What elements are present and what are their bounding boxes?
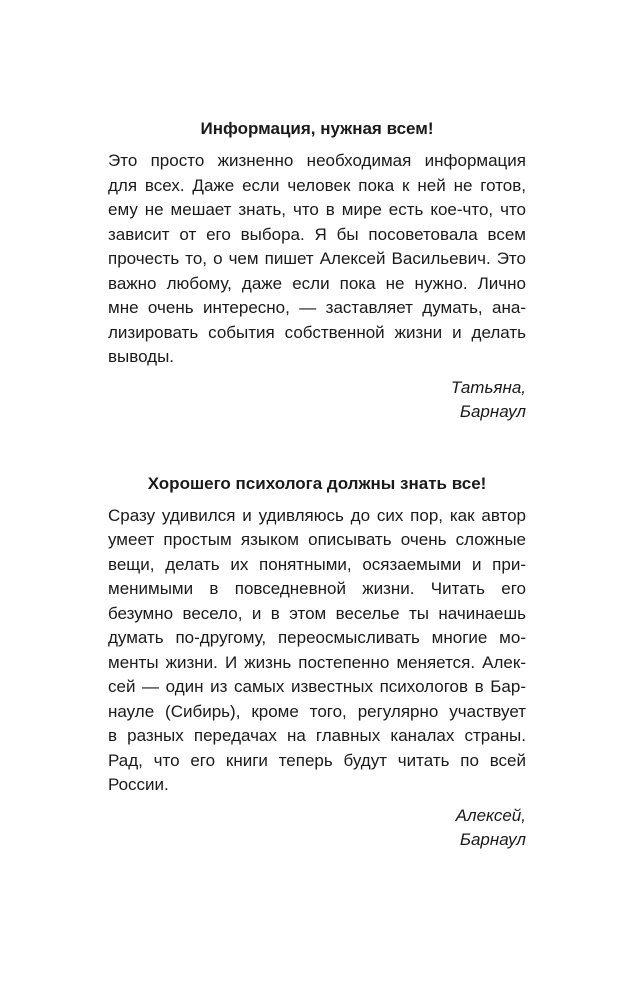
text-line: Рад, что его книги теперь будут читать по всей: [108, 750, 526, 770]
review-text: [108, 149, 526, 370]
text-line: в разных передачах на главных каналах страны.: [108, 726, 526, 745]
text-line: вещи, делать их понятными, осязаемыми и при-: [108, 554, 526, 574]
text-line: Это просто жизненно необходимая информация: [108, 151, 526, 170]
review-signature: [108, 376, 526, 425]
text-line: ему не мешает знать, что в мире есть кое-что, что: [108, 200, 526, 219]
author-city: Барнаул: [459, 402, 526, 421]
author-name: Татьяна,: [450, 377, 526, 397]
text-line: менимыми в повседневной жизни. Читать его: [108, 579, 526, 598]
text-line: сей — один из самых известных психологов в Бар-: [108, 677, 526, 696]
text-line: зависит от его выбора. Я бы посоветовала всем: [108, 224, 526, 244]
book-page: [108, 118, 526, 853]
text-line: выводы.: [108, 347, 175, 366]
text-line: Сразу удивился и удивляюсь до сих пор, как автор: [108, 505, 526, 525]
review-2: [108, 473, 526, 853]
text-line: России.: [108, 775, 169, 794]
text-line: мне очень интересно, — заставляет думать, ана-: [108, 298, 526, 317]
text-line: важно любому, даже если пока не нужно. Лично: [108, 273, 526, 293]
review-1: [108, 118, 526, 425]
text-line: умеет простым языком описывать очень сложные: [108, 530, 526, 549]
review-signature: [108, 804, 526, 853]
text-line: менты жизни. И жизнь постепенно меняется. Алек-: [108, 652, 526, 672]
review-text: [108, 504, 526, 798]
text-line: лизировать события собственной жизни и делать: [108, 322, 526, 342]
author-city: Барнаул: [459, 830, 526, 849]
text-line: науле (Сибирь), кроме того, регулярно участвует: [108, 701, 526, 721]
review-title: Информация, нужная всем!: [200, 119, 434, 138]
text-line: прочесть то, о чем пишет Алексей Васильевич. Это: [108, 249, 526, 268]
text-line: безумно весело, и в этом веселье ты начинаешь: [108, 603, 526, 623]
text-line: думать по-другому, переосмысливать многие мо-: [108, 628, 526, 647]
author-name: Алексей,: [455, 805, 526, 825]
text-line: для всех. Даже если человек пока к ней не готов,: [108, 175, 526, 195]
review-title: Хорошего психолога должны знать все!: [147, 473, 487, 493]
